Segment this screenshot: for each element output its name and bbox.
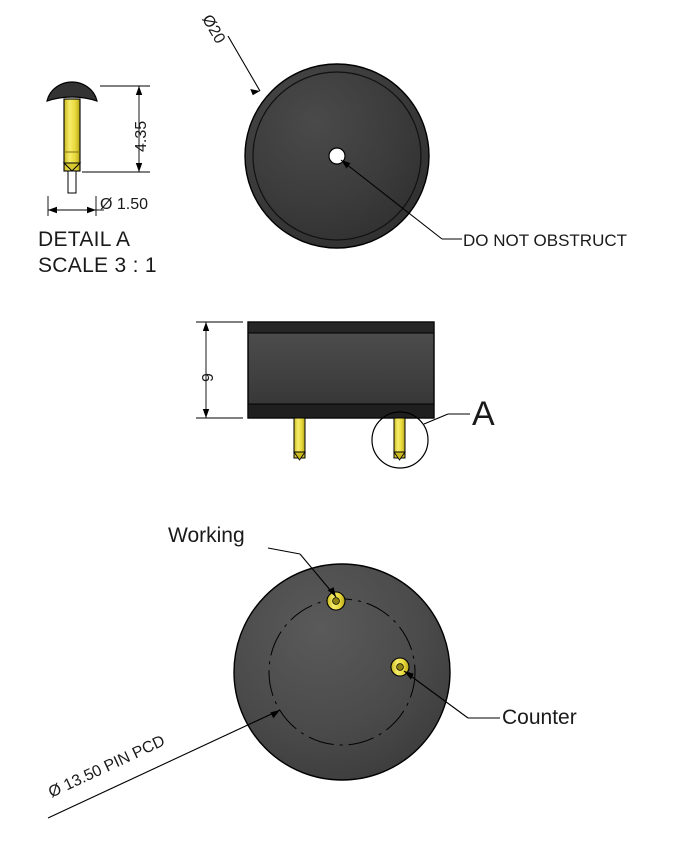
counter-electrode-label: Counter [502, 706, 577, 729]
detail-pin-diameter-dim: Ø 1.50 [100, 196, 149, 213]
pin-pcd-dim: Ø 13.50 PIN PCD [46, 732, 168, 802]
top-view-diameter-label: Ø20 [198, 12, 229, 47]
side-view-height-dim: 9 [200, 373, 217, 382]
detail-marker-a: A [472, 395, 495, 433]
detail-a-title: DETAIL A [38, 228, 131, 251]
detail-a-scale: SCALE 3 : 1 [38, 254, 157, 277]
working-electrode-label: Working [168, 524, 245, 547]
bottom-view-geometry [48, 548, 500, 818]
detail-pin-length-dim: 4.35 [133, 120, 150, 152]
do-not-obstruct-note: DO NOT OBSTRUCT [463, 231, 628, 250]
side-view-geometry [196, 322, 470, 468]
top-view-geometry [228, 36, 462, 248]
